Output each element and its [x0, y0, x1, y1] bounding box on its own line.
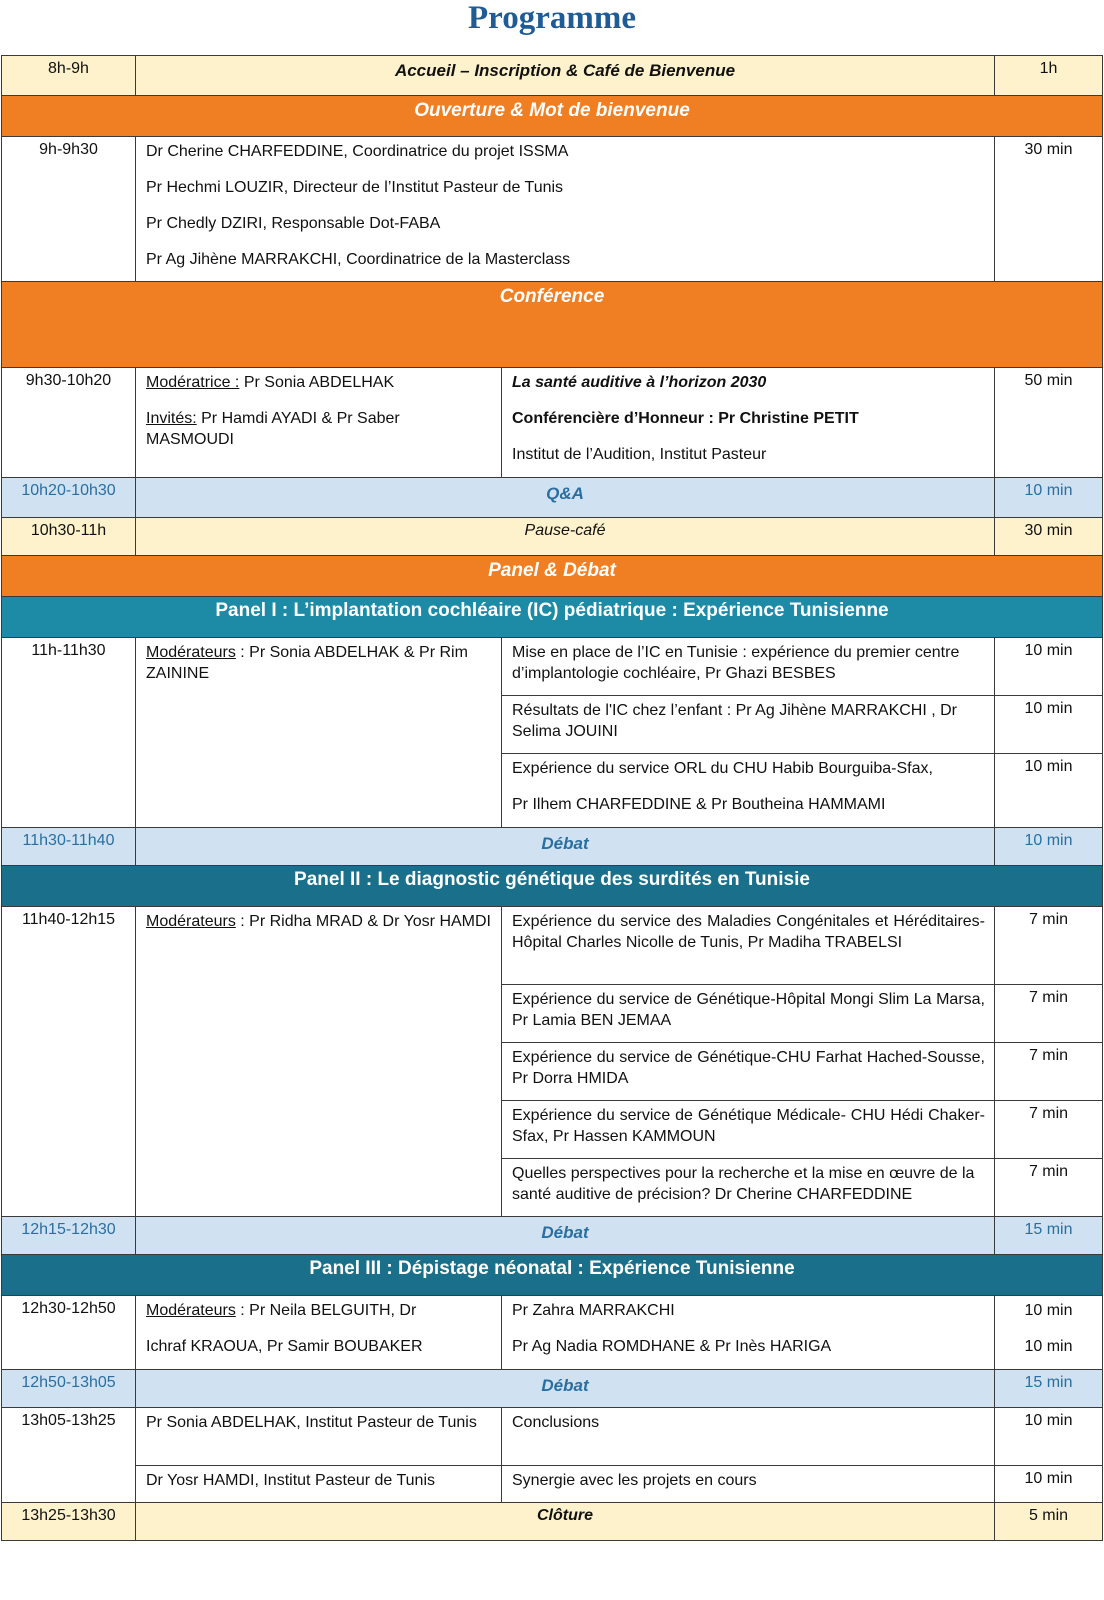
session-label: Clôture — [136, 1503, 995, 1541]
talk-cell: Expérience du service des Maladies Congénitales et Héréditaires-Hôpital Charles Nicolle de Tunis, Pr Madiha TRABELSI — [502, 907, 995, 985]
honor-speaker: Conférencière d’Honneur : Pr Christine PETIT — [512, 410, 859, 427]
invites-names: Pr Hamdi AYADI & Pr Saber MASMOUDI — [146, 410, 400, 448]
time-cell: 9h-9h30 — [2, 137, 136, 282]
conference-cell — [502, 368, 995, 478]
panel-header — [2, 1255, 1103, 1296]
speaker-line: Pr Hechmi LOUZIR, Directeur de l’Institut Pasteur de Tunis — [146, 179, 564, 196]
duration-cell: 10 min — [995, 1408, 1103, 1466]
page-title: Programme — [468, 0, 636, 36]
panel-title: Panel II : Le diagnostic génétique des surdités en Tunisie — [2, 866, 1103, 907]
table-row — [2, 1217, 1103, 1255]
time-cell: 10h20-10h30 — [2, 478, 136, 518]
topic-cell: Synergie avec les projets en cours — [502, 1466, 995, 1503]
session-label: Q&A — [136, 478, 995, 518]
speaker-cell: Dr Yosr HAMDI, Institut Pasteur de Tunis — [136, 1466, 502, 1503]
invites-label: Invités: — [146, 410, 197, 427]
table-row — [2, 368, 1103, 478]
section-title: Panel & Débat — [2, 556, 1103, 597]
moderateurs-names: : Pr Ridha MRAD & Dr Yosr HAMDI — [235, 913, 491, 930]
section-title: Ouverture & Mot de bienvenue — [2, 96, 1103, 137]
duration-cell: 10 min — [995, 1466, 1103, 1503]
talk-cell: Mise en place de l’IC en Tunisie : expérience du premier centre d’implantologie cochléaire, Pr Ghazi BESBES — [502, 638, 995, 696]
moderation-cell — [136, 1296, 502, 1370]
moderatrice-label: Modératrice : — [146, 374, 240, 391]
table-row — [2, 907, 1103, 985]
moderateurs-label: Modérateurs — [146, 644, 236, 661]
time-cell: 12h15-12h30 — [2, 1217, 136, 1255]
talk-cell: Expérience du service de Génétique-CHU Farhat Hached-Sousse, Pr Dorra HMIDA — [502, 1043, 995, 1101]
panel-header — [2, 866, 1103, 907]
time-cell: 11h30-11h40 — [2, 828, 136, 866]
speaker-cell: Pr Sonia ABDELHAK, Institut Pasteur de Tunis — [136, 1408, 502, 1466]
talk-cell: Expérience du service de Génétique Médicale- CHU Hédi Chaker-Sfax, Pr Hassen KAMMOUN — [502, 1101, 995, 1159]
duration-cell: 15 min — [995, 1217, 1103, 1255]
moderateurs-label: Modérateurs — [146, 913, 236, 930]
moderateurs-names: : Pr Sonia ABDELHAK & Pr Rim ZAININE — [146, 644, 468, 682]
section-header — [2, 282, 1103, 368]
conference-topic: La santé auditive à l’horizon 2030 — [512, 374, 767, 391]
session-label: Pause-café — [136, 518, 995, 556]
time-cell: 12h30-12h50 — [2, 1296, 136, 1370]
duration-cell: 5 min — [995, 1503, 1103, 1541]
duration-line: 10 min — [1024, 1302, 1073, 1319]
time-cell: 9h30-10h20 — [2, 368, 136, 478]
speakers-cell — [136, 137, 995, 282]
speaker-line: Pr Chedly DZIRI, Responsable Dot-FABA — [146, 215, 441, 232]
duration-cell: 7 min — [995, 1043, 1103, 1101]
moderateurs-names-cont: Ichraf KRAOUA, Pr Samir BOUBAKER — [146, 1338, 423, 1355]
duration-cell: 30 min — [995, 518, 1103, 556]
duration-cell: 7 min — [995, 1159, 1103, 1217]
duration-cell: 10 min — [995, 828, 1103, 866]
session-label: Accueil – Inscription & Café de Bienvenue — [136, 56, 995, 96]
section-header — [2, 96, 1103, 137]
duration-cell: 50 min — [995, 368, 1103, 478]
session-label: Débat — [136, 828, 995, 866]
duration-cell: 10 min — [995, 478, 1103, 518]
moderation-cell — [136, 368, 502, 478]
table-row — [2, 1503, 1103, 1541]
time-cell: 11h-11h30 — [2, 638, 136, 828]
table-row — [2, 1370, 1103, 1408]
time-cell: 13h25-13h30 — [2, 1503, 136, 1541]
time-cell: 11h40-12h15 — [2, 907, 136, 1217]
duration-cell: 10 min — [995, 638, 1103, 696]
duration-cell: 15 min — [995, 1370, 1103, 1408]
duration-cell: 10 min — [995, 754, 1103, 828]
table-row — [2, 638, 1103, 696]
section-header — [2, 556, 1103, 597]
time-cell: 12h50-13h05 — [2, 1370, 136, 1408]
duration-cell: 7 min — [995, 985, 1103, 1043]
session-label: Débat — [136, 1217, 995, 1255]
moderateurs-names: : Pr Neila BELGUITH, Dr — [235, 1302, 417, 1319]
talk-line: Pr Ilhem CHARFEDDINE & Pr Boutheina HAMMAMI — [512, 796, 886, 813]
moderation-cell — [136, 907, 502, 1217]
programme-table — [1, 55, 1103, 1541]
topic-cell: Conclusions — [502, 1408, 995, 1466]
talk-cell: Expérience du service de Génétique-Hôpital Mongi Slim La Marsa, Pr Lamia BEN JEMAA — [502, 985, 995, 1043]
duration-cell: 1h — [995, 56, 1103, 96]
duration-cell: 7 min — [995, 907, 1103, 985]
time-cell: 10h30-11h — [2, 518, 136, 556]
talk-cell: Quelles perspectives pour la recherche et la mise en œuvre de la santé auditive de précision? Dr Cherine CHARFEDDINE — [502, 1159, 995, 1217]
talk-cell — [502, 754, 995, 828]
table-row — [2, 828, 1103, 866]
session-label: Débat — [136, 1370, 995, 1408]
table-row — [2, 518, 1103, 556]
duration-line: 10 min — [1024, 1338, 1073, 1355]
talk-line: Pr Zahra MARRAKCHI — [512, 1302, 675, 1319]
duration-cell — [995, 1296, 1103, 1370]
table-row — [2, 137, 1103, 282]
table-row — [2, 1408, 1103, 1466]
duration-cell: 10 min — [995, 696, 1103, 754]
duration-cell: 30 min — [995, 137, 1103, 282]
section-title: Conférence — [2, 282, 1103, 368]
moderatrice-name: Pr Sonia ABDELHAK — [239, 374, 395, 391]
institute: Institut de l’Audition, Institut Pasteur — [512, 446, 767, 463]
talk-line: Expérience du service ORL du CHU Habib Bourguiba-Sfax, — [512, 760, 933, 777]
moderateurs-label: Modérateurs — [146, 1302, 236, 1319]
talk-cell — [502, 1296, 995, 1370]
time-cell: 13h05-13h25 — [2, 1408, 136, 1503]
talk-cell: Résultats de l'IC chez l’enfant : Pr Ag Jihène MARRAKCHI , Dr Selima JOUINI — [502, 696, 995, 754]
table-row — [2, 56, 1103, 96]
table-row — [2, 1466, 1103, 1503]
panel-title: Panel I : L’implantation cochléaire (IC) pédiatrique : Expérience Tunisienne — [2, 597, 1103, 638]
table-row — [2, 478, 1103, 518]
speaker-line: Dr Cherine CHARFEDDINE, Coordinatrice du projet ISSMA — [146, 143, 569, 160]
table-row — [2, 1296, 1103, 1370]
speaker-line: Pr Ag Jihène MARRAKCHI, Coordinatrice de la Masterclass — [146, 251, 571, 268]
time-cell: 8h-9h — [2, 56, 136, 96]
talk-line: Pr Ag Nadia ROMDHANE & Pr Inès HARIGA — [512, 1338, 832, 1355]
moderation-cell — [136, 638, 502, 828]
panel-header — [2, 597, 1103, 638]
duration-cell: 7 min — [995, 1101, 1103, 1159]
panel-title: Panel III : Dépistage néonatal : Expérience Tunisienne — [2, 1255, 1103, 1296]
